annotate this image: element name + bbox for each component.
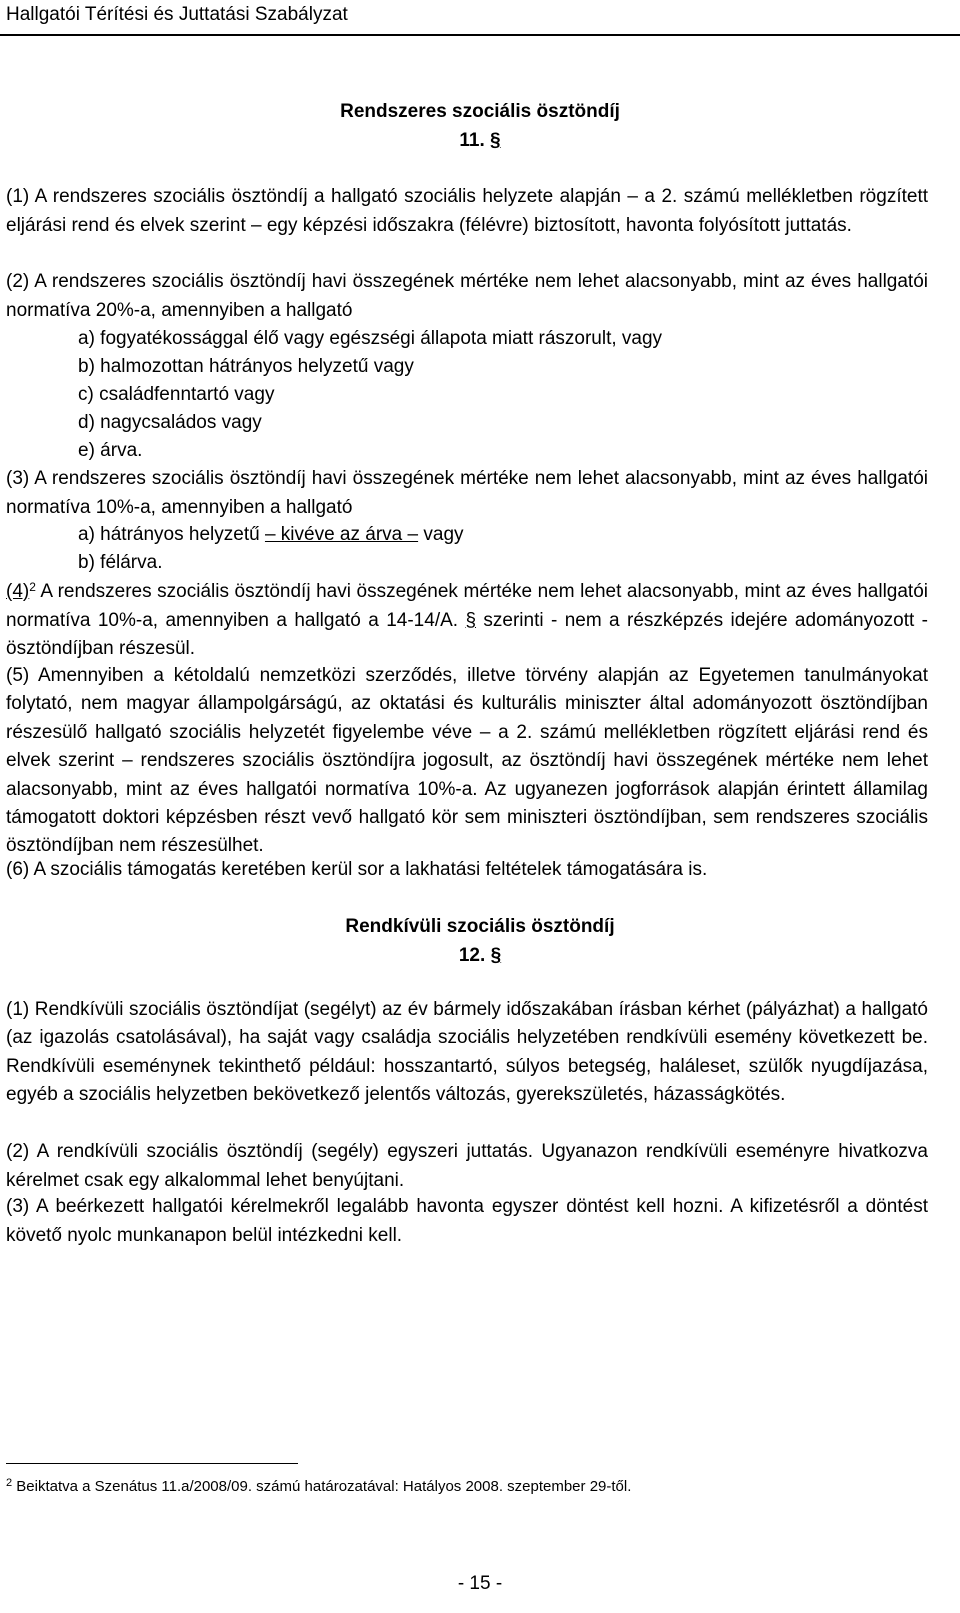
section-11-number-text: 11. bbox=[459, 130, 485, 151]
list-item bbox=[78, 521, 464, 550]
section-12-number bbox=[0, 944, 960, 968]
list-item-text: vagy bbox=[418, 524, 464, 545]
list-item: b) félárva. bbox=[78, 552, 163, 573]
underlined-text: – kivéve az árva – bbox=[264, 524, 419, 545]
section-11-title: Rendszeres szociális ösztöndíj bbox=[340, 101, 620, 122]
page-number: - 15 - bbox=[457, 1573, 503, 1594]
section-11-paragraph-5: (5) Amennyiben a kétoldalú nemzetközi szerződés, illetve törvény alapján az Egyetemen tanulmányokat folytató, nem magyar állampolgárságú, az oktatási és kulturális miniszter által adományozott ösztöndíjban részesülő hallgató szociális helyzetét figyelembe véve – a 2. számú mellékletben rögzített eljárási rend és elvek szerint – rendszeres szociális ösztöndíjra jogosult, az ösztöndíj havi összegének mértéke nem lehet alacsonyabb, mint az éves hallgatói normatíva 10%-a. Az ugyanezen jogforrások alapján érintett államilag támogatott doktori képzésben részt vevő hallgató kör sem miniszteri ösztöndíjban, sem rendszeres szociális ösztöndíjban nem részesülhet. bbox=[6, 665, 928, 857]
section-11-paragraph-4 bbox=[6, 578, 928, 664]
footnote-reference: 2 bbox=[29, 580, 36, 594]
list-item: d) nagycsaládos vagy bbox=[78, 412, 262, 433]
section-11-paragraph-1: (1) A rendszeres szociális ösztöndíj a hallgató szociális helyzete alapján – a 2. számú mellékletben rögzített eljárási rend és elvek szerint – egy képzési időszakra (félévre) biztosított, havonta folyósított juttatás. bbox=[6, 186, 928, 236]
list-item: a) fogyatékossággal élő vagy egészségi állapota miatt rászorult, vagy bbox=[78, 328, 663, 349]
section-12-paragraph-2: (2) A rendkívüli szociális ösztöndíj (segély) egyszeri juttatás. Ugyanazon rendkívüli eseményre hivatkozva kérelmet csak egy alkalommal lehet benyújtani. bbox=[6, 1141, 928, 1191]
section-11-paragraph-6: (6) A szociális támogatás keretében kerül sor a lakhatási feltételek támogatására is. bbox=[6, 859, 708, 880]
footnote-marker: 2 bbox=[6, 1477, 13, 1489]
paragraph-text: szerinti - nem a részképzés idejére adományozott - ösztöndíjban részesül. bbox=[6, 609, 928, 660]
paragraph-label: (4) bbox=[6, 581, 30, 602]
paragraph-text: A rendszeres szociális ösztöndíj havi összegének mértéke nem lehet alacsonyabb, mint az éves hallgatói normatíva 10%-a, amennyiben a hallgató a 14-14/A. bbox=[6, 581, 928, 631]
section-12-paragraph-1: (1) Rendkívüli szociális ösztöndíjat (segélyt) az év bármely időszakában írásban kérhet (pályázhat) a hallgató (az igazolás csatolásával), ha saját vagy családja szociális helyzetében rendkívüli esemény következett be. Rendkívüli eseménynek tekinthető például: hosszantartó, súlyos betegség, haláleset, szülők nyugdíjazása, egyéb a szociális helyzetben bekövetkező jelentős változás, gyerekszületés, házasságkötés. bbox=[6, 999, 928, 1105]
section-11-paragraph-2: (2) A rendszeres szociális ösztöndíj havi összegének mértéke nem lehet alacsonyabb, mint az éves hallgatói normatíva 20%-a, amennyiben a hallgató bbox=[6, 271, 928, 321]
footnote-divider bbox=[6, 1463, 298, 1464]
list-item-text: a) hátrányos helyzetű bbox=[78, 524, 265, 545]
footnote-text: Beiktatva a Szenátus 11.a/2008/09. számú határozatával: Hatályos 2008. szeptember 29-től. bbox=[12, 1478, 632, 1495]
footnote bbox=[6, 1477, 631, 1497]
list-item: c) családfenntartó vagy bbox=[78, 384, 275, 405]
paragraph-sign: § bbox=[490, 945, 502, 966]
section-12-title: Rendkívüli szociális ösztöndíj bbox=[345, 916, 615, 937]
section-11-paragraph-3: (3) A rendszeres szociális ösztöndíj havi összegének mértéke nem lehet alacsonyabb, mint az éves hallgatói normatíva 10%-a, amennyiben a hallgató bbox=[6, 468, 928, 518]
section-12-paragraph-3: (3) A beérkezett hallgatói kérelmekről legalább havonta egyszer döntést kell hozni. A kifizetésről a döntést követő nyolc munkanapon belül intézkedni kell. bbox=[6, 1196, 928, 1246]
header-divider bbox=[0, 34, 960, 36]
document-header-title: Hallgatói Térítési és Juttatási Szabályzat bbox=[6, 4, 348, 25]
section-12-number-text: 12. bbox=[458, 945, 486, 966]
paragraph-sign: § bbox=[490, 130, 501, 151]
list-item: e) árva. bbox=[78, 440, 143, 461]
list-item: b) halmozottan hátrányos helyzetű vagy bbox=[78, 356, 414, 377]
section-11-number bbox=[0, 129, 960, 153]
paragraph-sign: § bbox=[465, 609, 477, 631]
